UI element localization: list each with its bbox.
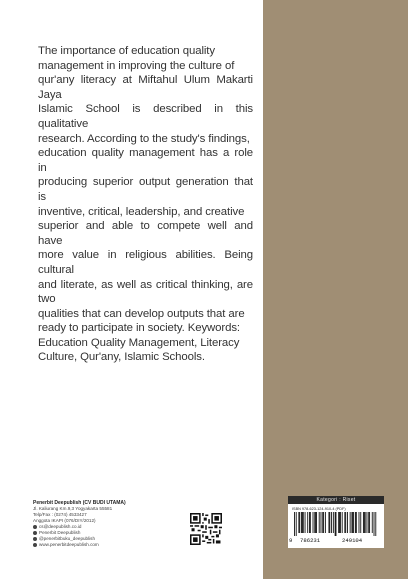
abstract-line: Islamic School is described in this qualitative [38,103,253,130]
contact-text: www.penerbitdeepublish.com [39,542,99,547]
publisher-member: Anggota IKAPI (076/DIY/2012) [33,518,96,523]
contact-text: @penerbitbuku_deepublish [39,536,96,541]
isbn-digit-group: 786231 [300,537,321,544]
publisher-name: Penerbit Deepublish (CV BUDI UTAMA) [33,500,126,506]
abstract-line: more value in religious abilities. Being cultural [38,249,253,276]
abstract-line: The importance of education quality [38,45,215,57]
abstract-line: Education Quality Management, Literacy [38,336,240,349]
isbn-text: ISBN 978-623-124-910-4 (PDF) [292,507,346,511]
abstract-line: research. According to the study's findings, [38,132,250,145]
contact-website [33,542,183,548]
side-color-panel [263,0,408,579]
isbn-barcode-box [288,496,384,548]
abstract-line: Culture, Qur'any, Islamic Schools. [38,351,205,364]
contact-text: Penerbit Deepublish [39,530,81,535]
abstract-line: inventive, critical, leadership, and creative [38,205,245,218]
category-label: Kategori : Riset [288,496,384,504]
publisher-address: Jl. Kaliurang Km.9,3 Yogyakarta 55581 [33,506,113,511]
abstract-line: and literate, as well as critical thinking, are two [38,278,253,306]
barcode-icon [294,512,378,536]
facebook-icon [33,531,37,535]
abstract-line: management in improving the culture of [38,59,235,72]
publisher-phone: Telp/Fax : (0274) 4533427 [33,512,87,517]
abstract-line: qualities that can develop outputs that are [38,307,245,320]
abstract-line: ready to participate in society. Keywords: [38,322,240,335]
abstract-text [38,44,253,365]
isbn-digit-group: 249104 [342,537,363,544]
globe-icon [33,543,37,547]
abstract-line: education quality management has a role in [38,147,253,174]
abstract-line: producing superior output generation that is [38,176,253,203]
abstract-line: qur'any literacy at Miftahul Ulum Makarti Jaya [38,74,253,101]
instagram-icon [33,537,37,541]
contact-text: cs@deepublish.co.id [39,524,82,529]
publisher-info [33,500,183,548]
email-icon [33,525,37,529]
isbn-digit-first: 9 [289,537,293,544]
abstract-line: superior and able to compete well and have [38,220,253,247]
qr-code-icon [190,513,222,545]
